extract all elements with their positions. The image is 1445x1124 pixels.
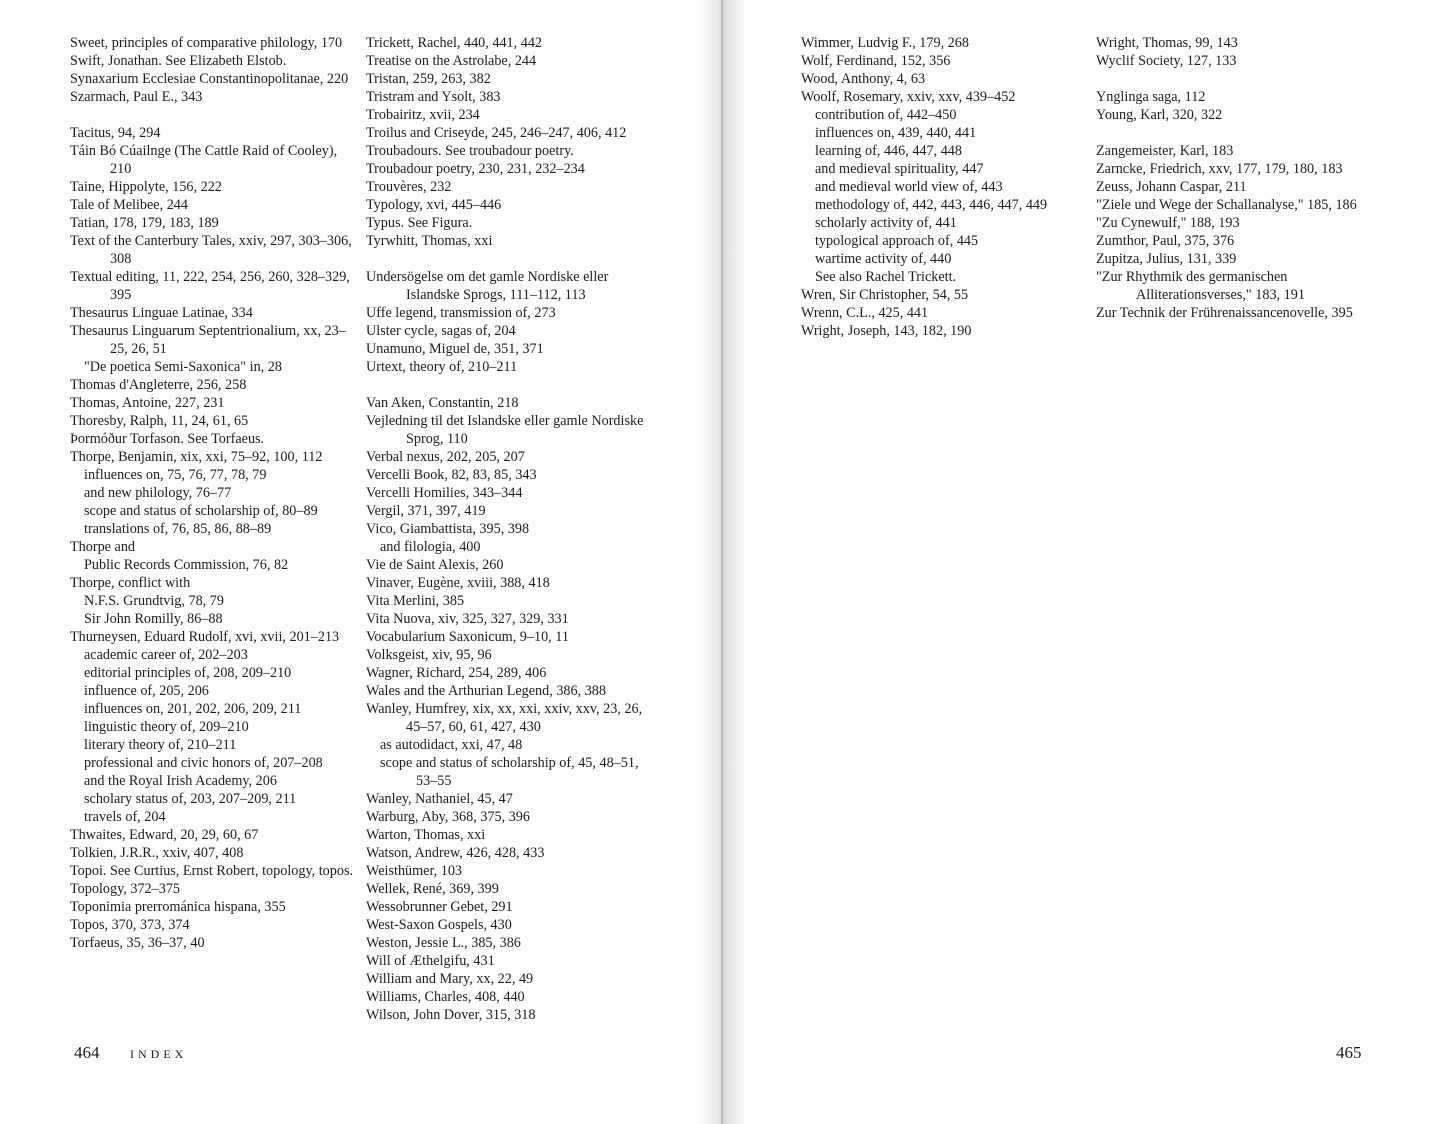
page-number-left: 464 — [74, 1043, 100, 1062]
index-entry: Wales and the Arthurian Legend, 386, 388 — [366, 683, 606, 699]
index-entry: Zeuss, Johann Caspar, 211 — [1096, 179, 1247, 195]
index-entry: Thomas d'Angleterre, 256, 258 — [70, 377, 247, 393]
index-subentry: literary theory of, 210–211 — [84, 737, 237, 753]
index-entry: Vercelli Homilies, 343–344 — [366, 485, 523, 501]
index-subentry: scope and status of scholarship of, 80–89 — [84, 503, 318, 519]
index-entry: Tristan, 259, 263, 382 — [366, 71, 491, 87]
index-entry: Vita Nuova, xiv, 325, 327, 329, 331 — [366, 611, 569, 627]
index-subentry: learning of, 446, 447, 448 — [815, 143, 962, 159]
index-column-1 — [70, 34, 355, 952]
index-entry: Thoresby, Ralph, 11, 24, 61, 65 — [70, 413, 249, 429]
index-subentry: travels of, 204 — [84, 809, 166, 825]
index-subentry: scope and status of scholarship of, 45, 48–51, 53–55 — [380, 755, 639, 789]
index-subentry: influence of, 205, 206 — [84, 683, 209, 699]
index-subentry: "De poetica Semi-Saxonica" in, 28 — [84, 359, 282, 375]
index-entry: Topoi. See Curtius, Ernst Robert, topology, topos. — [70, 863, 354, 879]
index-entry: Text of the Canterbury Tales, xxiv, 297, 303–306, 308 — [70, 233, 352, 267]
index-entry: Wanley, Nathaniel, 45, 47 — [366, 791, 513, 807]
index-entry: West-Saxon Gospels, 430 — [366, 917, 512, 933]
index-entry: Sweet, principles of comparative philology, 170 — [70, 35, 343, 51]
index-entry: Undersögelse om det gamle Nordiske eller Islandske Sprogs, 111–112, 113 — [366, 269, 609, 303]
index-entry: Vico, Giambattista, 395, 398 — [366, 521, 530, 537]
index-entry: Textual editing, 11, 222, 254, 256, 260, 328–329, 395 — [70, 269, 350, 303]
index-subentry: scholary status of, 203, 207–209, 211 — [84, 791, 297, 807]
index-entry: Trobairitz, xvii, 234 — [366, 107, 480, 123]
index-subentry: and medieval world view of, 443 — [815, 179, 1003, 195]
index-subentry: influences on, 439, 440, 441 — [815, 125, 977, 141]
index-entry: Wood, Anthony, 4, 63 — [801, 71, 926, 87]
index-entry: Vie de Saint Alexis, 260 — [366, 557, 504, 573]
index-column-4 — [1096, 34, 1396, 322]
index-entry: Wrenn, C.L., 425, 441 — [801, 305, 929, 321]
index-entry: Synaxarium Ecclesiae Constantinopolitanae, 220 — [70, 71, 349, 87]
index-entry: "Ziele und Wege der Schallanalyse," 185, 186 — [1096, 197, 1357, 213]
index-subentry: and new philology, 76–77 — [84, 485, 232, 501]
index-entry: Urtext, theory of, 210–211 — [366, 359, 518, 375]
index-entry: Vejledning til det Islandske eller gamle Nordiske Sprog, 110 — [366, 413, 644, 447]
index-entry: Watson, Andrew, 426, 428, 433 — [366, 845, 545, 861]
index-entry: Torfaeus, 35, 36–37, 40 — [70, 935, 205, 951]
index-entry: Táin Bó Cúailnge (The Cattle Raid of Cooley), 210 — [70, 143, 338, 177]
index-entry: Will of Æthelgifu, 431 — [366, 953, 495, 969]
index-entry: Wanley, Humfrey, xix, xx, xxi, xxiv, xxv, 23, 26, 45–57, 60, 61, 427, 430 — [366, 701, 643, 735]
index-entry: Tale of Melibee, 244 — [70, 197, 188, 213]
index-entry: Vocabularium Saxonicum, 9–10, 11 — [366, 629, 569, 645]
index-entry: Troubadours. See troubadour poetry. — [366, 143, 574, 159]
index-entry: Wellek, René, 369, 399 — [366, 881, 499, 897]
index-subentry: and the Royal Irish Academy, 206 — [84, 773, 277, 789]
index-entry: Typus. See Figura. — [366, 215, 473, 231]
running-head: INDEX — [130, 1047, 188, 1061]
index-subentry: influences on, 75, 76, 77, 78, 79 — [84, 467, 267, 483]
index-subentry: academic career of, 202–203 — [84, 647, 248, 663]
index-entry: Young, Karl, 320, 322 — [1096, 107, 1223, 123]
index-entry: Zumthor, Paul, 375, 376 — [1096, 233, 1235, 249]
index-entry: Warton, Thomas, xxi — [366, 827, 486, 843]
index-entry: Trouvères, 232 — [366, 179, 452, 195]
book-gutter — [700, 0, 746, 1124]
index-entry: Thorpe, conflict with — [70, 575, 191, 591]
index-entry: Toponimia prerrománica hispana, 355 — [70, 899, 286, 915]
index-subentry: editorial principles of, 208, 209–210 — [84, 665, 292, 681]
index-subentry: typological approach of, 445 — [815, 233, 979, 249]
index-subentry: wartime activity of, 440 — [815, 251, 952, 267]
index-entry: Zarncke, Friedrich, xxv, 177, 179, 180, 183 — [1096, 161, 1343, 177]
index-entry: "Zu Cynewulf," 188, 193 — [1096, 215, 1240, 231]
index-column-3 — [801, 34, 1086, 340]
index-subentry: as autodidact, xxi, 47, 48 — [380, 737, 523, 753]
left-page — [0, 0, 722, 1124]
index-entry: Unamuno, Miguel de, 351, 371 — [366, 341, 544, 357]
index-entry: Ynglinga saga, 112 — [1096, 89, 1206, 105]
index-entry: Topos, 370, 373, 374 — [70, 917, 190, 933]
index-entry: Topology, 372–375 — [70, 881, 181, 897]
index-entry: Thomas, Antoine, 227, 231 — [70, 395, 225, 411]
index-entry: Wagner, Richard, 254, 289, 406 — [366, 665, 547, 681]
index-entry: Weston, Jessie L., 385, 386 — [366, 935, 521, 951]
index-entry: Thesaurus Linguae Latinae, 334 — [70, 305, 253, 321]
index-entry: Thorpe and — [70, 539, 136, 555]
index-entry: Ulster cycle, sagas of, 204 — [366, 323, 516, 339]
index-subentry: Public Records Commission, 76, 82 — [84, 557, 289, 573]
index-entry: Zupitza, Julius, 131, 339 — [1096, 251, 1237, 267]
index-entry: Woolf, Rosemary, xxiv, xxv, 439–452 — [801, 89, 1016, 105]
index-entry: Tatian, 178, 179, 183, 189 — [70, 215, 219, 231]
index-entry: Van Aken, Constantin, 218 — [366, 395, 519, 411]
index-entry: Warburg, Aby, 368, 375, 396 — [366, 809, 530, 825]
index-subentry: professional and civic honors of, 207–208 — [84, 755, 323, 771]
index-entry: Thurneysen, Eduard Rudolf, xvi, xvii, 201–213 — [70, 629, 340, 645]
index-entry: Wyclif Society, 127, 133 — [1096, 53, 1237, 69]
index-entry: Vinaver, Eugène, xviii, 388, 418 — [366, 575, 550, 591]
index-entry: Wilson, John Dover, 315, 318 — [366, 1007, 536, 1023]
index-subentry: and medieval spirituality, 447 — [815, 161, 984, 177]
index-entry: Weisthümer, 103 — [366, 863, 463, 879]
index-column-2 — [366, 34, 656, 1024]
index-subentry: contribution of, 442–450 — [815, 107, 957, 123]
index-entry: Vercelli Book, 82, 83, 85, 343 — [366, 467, 537, 483]
index-entry: Volksgeist, xiv, 95, 96 — [366, 647, 492, 663]
index-entry: Treatise on the Astrolabe, 244 — [366, 53, 537, 69]
index-entry: Tacitus, 94, 294 — [70, 125, 161, 141]
index-entry: Taine, Hippolyte, 156, 222 — [70, 179, 222, 195]
index-entry: Verbal nexus, 202, 205, 207 — [366, 449, 525, 465]
index-subentry: Sir John Romilly, 86–88 — [84, 611, 223, 627]
index-entry: Swift, Jonathan. See Elizabeth Elstob. — [70, 53, 287, 69]
index-subentry: translations of, 76, 85, 86, 88–89 — [84, 521, 272, 537]
index-entry: Trickett, Rachel, 440, 441, 442 — [366, 35, 543, 51]
index-subentry: and filologia, 400 — [380, 539, 481, 555]
index-subentry: linguistic theory of, 209–210 — [84, 719, 249, 735]
index-entry: Wessobrunner Gebet, 291 — [366, 899, 513, 915]
index-entry: William and Mary, xx, 22, 49 — [366, 971, 534, 987]
index-entry: Troilus and Criseyde, 245, 246–247, 406, 412 — [366, 125, 627, 141]
index-entry: Þormóður Torfason. See Torfaeus. — [70, 431, 265, 447]
index-entry: Wright, Thomas, 99, 143 — [1096, 35, 1238, 51]
index-entry: Tristram and Ysolt, 383 — [366, 89, 501, 105]
index-entry: Vita Merlini, 385 — [366, 593, 465, 609]
index-entry: Thorpe, Benjamin, xix, xxi, 75–92, 100, 112 — [70, 449, 323, 465]
index-subentry: scholarly activity of, 441 — [815, 215, 957, 231]
index-entry: Zur Technik der Frührenaissancenovelle, 395 — [1096, 305, 1353, 321]
index-entry: Szarmach, Paul E., 343 — [70, 89, 203, 105]
index-entry: Typology, xvi, 445–446 — [366, 197, 502, 213]
index-entry: Wren, Sir Christopher, 54, 55 — [801, 287, 969, 303]
page-number-right: 465 — [1336, 1043, 1362, 1062]
index-entry: Uffe legend, transmission of, 273 — [366, 305, 556, 321]
index-entry: Williams, Charles, 408, 440 — [366, 989, 525, 1005]
index-entry: "Zur Rhythmik des germanischen Alliterationsverses," 183, 191 — [1096, 269, 1305, 303]
index-subentry: N.F.S. Grundtvig, 78, 79 — [84, 593, 224, 609]
index-subentry: influences on, 201, 202, 206, 209, 211 — [84, 701, 302, 717]
index-subentry: methodology of, 442, 443, 446, 447, 449 — [815, 197, 1048, 213]
index-entry: Wolf, Ferdinand, 152, 356 — [801, 53, 951, 69]
index-entry: Thesaurus Linguarum Septentrionalium, xx, 23–25, 26, 51 — [70, 323, 346, 357]
index-entry: Thwaites, Edward, 20, 29, 60, 67 — [70, 827, 259, 843]
index-entry: Tyrwhitt, Thomas, xxi — [366, 233, 493, 249]
index-entry: Troubadour poetry, 230, 231, 232–234 — [366, 161, 585, 177]
spine-line — [721, 0, 723, 1124]
index-entry: Zangemeister, Karl, 183 — [1096, 143, 1234, 159]
index-entry: Tolkien, J.R.R., xxiv, 407, 408 — [70, 845, 244, 861]
index-entry: Wimmer, Ludvig F., 179, 268 — [801, 35, 969, 51]
index-entry: Wright, Joseph, 143, 182, 190 — [801, 323, 972, 339]
index-entry: Vergil, 371, 397, 419 — [366, 503, 486, 519]
index-subentry: See also Rachel Trickett. — [815, 269, 957, 285]
